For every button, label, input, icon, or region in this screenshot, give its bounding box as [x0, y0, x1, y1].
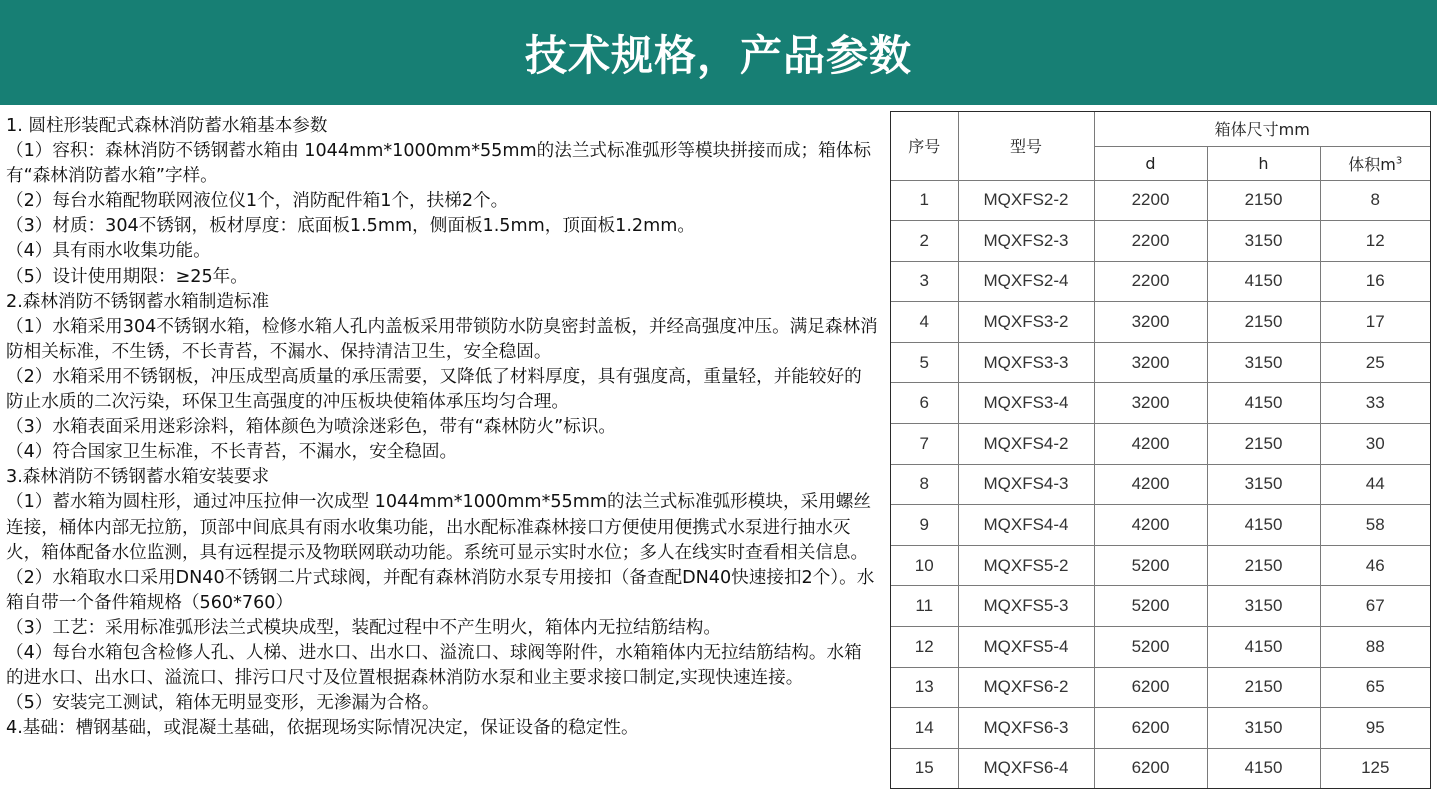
cell-volume: 16	[1320, 261, 1430, 302]
cell-d: 3200	[1094, 383, 1207, 424]
cell-d: 3200	[1094, 302, 1207, 343]
title-banner	[0, 0, 1437, 105]
header-index: 序号	[891, 112, 958, 180]
cell-volume: 33	[1320, 383, 1430, 424]
cell-model: MQXFS4-2	[958, 424, 1094, 465]
header-volume-label: 体积m	[1348, 154, 1396, 174]
table-row	[891, 261, 1430, 302]
cell-index: 1	[891, 180, 958, 221]
cell-model: MQXFS2-2	[958, 180, 1094, 221]
cell-model: MQXFS5-3	[958, 586, 1094, 627]
doc-line: 4.基础：槽钢基础，或混凝土基础，依据现场实际情况决定，保证设备的稳定性。	[6, 718, 639, 739]
cell-d: 3200	[1094, 342, 1207, 383]
spec-table	[891, 112, 1430, 788]
cell-model: MQXFS3-2	[958, 302, 1094, 343]
header-volume-sup: 3	[1395, 155, 1403, 167]
cell-model: MQXFS6-3	[958, 708, 1094, 749]
cell-index: 12	[891, 627, 958, 668]
cell-volume: 12	[1320, 221, 1430, 262]
cell-model: MQXFS2-3	[958, 221, 1094, 262]
cell-h: 4150	[1207, 261, 1320, 302]
table-row	[891, 180, 1430, 221]
cell-volume: 58	[1320, 505, 1430, 546]
cell-h: 4150	[1207, 627, 1320, 668]
cell-d: 6200	[1094, 748, 1207, 788]
cell-index: 8	[891, 464, 958, 505]
doc-line: （5）安装完工测试，箱体无明显变形，无渗漏为合格。	[6, 693, 440, 714]
cell-index: 11	[891, 586, 958, 627]
cell-h: 3150	[1207, 342, 1320, 383]
cell-model: MQXFS5-4	[958, 627, 1094, 668]
doc-line: （5）设计使用期限：≥25年。	[6, 266, 248, 287]
cell-h: 3150	[1207, 221, 1320, 262]
cell-volume: 95	[1320, 708, 1430, 749]
doc-line: 1. 圆柱形装配式森林消防蓄水箱基本参数	[6, 116, 328, 136]
table-row	[891, 667, 1430, 708]
page-title: 技术规格，产品参数	[524, 30, 912, 80]
cell-index: 5	[891, 342, 958, 383]
cell-d: 6200	[1094, 667, 1207, 708]
cell-d: 2200	[1094, 221, 1207, 262]
table-row	[891, 505, 1430, 546]
cell-volume: 65	[1320, 667, 1430, 708]
header-h: h	[1207, 146, 1320, 180]
table-row	[891, 586, 1430, 627]
cell-index: 15	[891, 748, 958, 788]
table-row	[891, 627, 1430, 668]
doc-line: 2.森林消防不锈钢蓄水箱制造标准	[6, 291, 270, 312]
cell-index: 14	[891, 708, 958, 749]
doc-line: （3）水箱表面采用迷彩涂料，箱体颜色为喷涂迷彩色，带有“森林防火”标识。	[6, 417, 617, 438]
cell-h: 2150	[1207, 545, 1320, 586]
header-size-group: 箱体尺寸mm	[1094, 112, 1430, 146]
cell-model: MQXFS4-3	[958, 464, 1094, 505]
cell-volume: 17	[1320, 302, 1430, 343]
cell-d: 6200	[1094, 708, 1207, 749]
cell-model: MQXFS6-2	[958, 667, 1094, 708]
doc-line: （1）容积：森林消防不锈钢蓄水箱由 1044mm*1000mm*55mm的法兰式标准弧形等模块拼接而成；箱体标有“森林消防蓄水箱”字样。	[6, 141, 871, 187]
cell-volume: 67	[1320, 586, 1430, 627]
cell-d: 4200	[1094, 505, 1207, 546]
cell-d: 2200	[1094, 261, 1207, 302]
table-row	[891, 302, 1430, 343]
table-row	[891, 545, 1430, 586]
cell-volume: 8	[1320, 180, 1430, 221]
cell-model: MQXFS2-4	[958, 261, 1094, 302]
cell-model: MQXFS3-3	[958, 342, 1094, 383]
cell-model: MQXFS5-2	[958, 545, 1094, 586]
cell-volume: 30	[1320, 424, 1430, 465]
header-volume	[1320, 146, 1430, 180]
cell-h: 2150	[1207, 667, 1320, 708]
cell-h: 4150	[1207, 748, 1320, 788]
doc-line: （4）具有雨水收集功能。	[6, 241, 211, 262]
table-row	[891, 424, 1430, 465]
cell-index: 13	[891, 667, 958, 708]
cell-volume: 25	[1320, 342, 1430, 383]
table-row	[891, 221, 1430, 262]
cell-h: 3150	[1207, 464, 1320, 505]
doc-line: （2）水箱采用不锈钢板，冲压成型高质量的承压需要，又降低了材料厚度，具有强度高，重量轻，并能较好的防止水质的二次污染，环保卫生高强度的冲压板块使箱体承压均匀合理。	[6, 366, 862, 413]
doc-line: （4）符合国家卫生标准，不长青苔，不漏水，安全稳固。	[6, 442, 458, 463]
cell-d: 4200	[1094, 424, 1207, 465]
cell-d: 4200	[1094, 464, 1207, 505]
doc-line: （3）工艺：采用标准弧形法兰式模块成型，装配过程中不产生明火，箱体内无拉结筋结构。	[6, 617, 721, 638]
table-row	[891, 342, 1430, 383]
cell-index: 9	[891, 505, 958, 546]
doc-line: （1）水箱采用304不锈钢水箱，检修水箱人孔内盖板采用带锁防水防臭密封盖板，并经高强度冲压。满足森林消防相关标准，不生锈，不长青苔，不漏水、保持清洁卫生，安全稳固。	[6, 316, 878, 362]
doc-line: 3.森林消防不锈钢蓄水箱安装要求	[6, 467, 270, 488]
header-d: d	[1094, 146, 1207, 180]
cell-volume: 44	[1320, 464, 1430, 505]
header-model: 型号	[958, 112, 1094, 180]
doc-line: （3）材质：304不锈钢，板材厚度：底面板1.5mm，侧面板1.5mm，顶面板1.2mm。	[6, 216, 695, 237]
cell-h: 2150	[1207, 302, 1320, 343]
cell-d: 2200	[1094, 180, 1207, 221]
cell-volume: 88	[1320, 627, 1430, 668]
doc-line: （1）蓄水箱为圆柱形，通过冲压拉伸一次成型 1044mm*1000mm*55mm的法兰式标准弧形模块，采用螺丝连接，桶体内部无拉筋，顶部中间底具有雨水收集功能，出水配标准森林接口方便使用便携式水泵进行抽水灭火，箱体配备水位监测，具有远程提示及物联网联动功能。系统可显示实时水位；多人在线实时查看相关信息。	[6, 492, 871, 563]
cell-index: 4	[891, 302, 958, 343]
cell-model: MQXFS4-4	[958, 505, 1094, 546]
cell-h: 2150	[1207, 424, 1320, 465]
cell-h: 3150	[1207, 586, 1320, 627]
table-row	[891, 708, 1430, 749]
cell-volume: 125	[1320, 748, 1430, 788]
spec-description	[6, 114, 878, 741]
cell-model: MQXFS6-4	[958, 748, 1094, 788]
table-row	[891, 464, 1430, 505]
cell-model: MQXFS3-4	[958, 383, 1094, 424]
spec-table-frame	[890, 111, 1431, 789]
doc-line: （4）每台水箱包含检修人孔、人梯、进水口、出水口、溢流口、球阀等附件，水箱箱体内无拉结筋结构。水箱的进水口、出水口、溢流口、排污口尺寸及位置根据森林消防水泵和业主要求接口制定,实现快速连接。	[6, 642, 862, 689]
cell-h: 3150	[1207, 708, 1320, 749]
cell-d: 5200	[1094, 627, 1207, 668]
cell-d: 5200	[1094, 586, 1207, 627]
table-body	[891, 180, 1430, 788]
cell-index: 7	[891, 424, 958, 465]
cell-h: 2150	[1207, 180, 1320, 221]
cell-d: 5200	[1094, 545, 1207, 586]
table-row	[891, 748, 1430, 788]
doc-line: （2）每台水箱配物联网液位仪1个，消防配件箱1个，扶梯2个。	[6, 191, 509, 212]
cell-index: 10	[891, 545, 958, 586]
cell-index: 3	[891, 261, 958, 302]
cell-h: 4150	[1207, 505, 1320, 546]
doc-line: （2）水箱取水口采用DN40不锈钢二片式球阀，并配有森林消防水泵专用接扣（备查配DN40快速接扣2个）。水箱自带一个备件箱规格（560*760）	[6, 567, 875, 613]
cell-volume: 46	[1320, 545, 1430, 586]
table-row	[891, 383, 1430, 424]
cell-index: 6	[891, 383, 958, 424]
cell-index: 2	[891, 221, 958, 262]
cell-h: 4150	[1207, 383, 1320, 424]
